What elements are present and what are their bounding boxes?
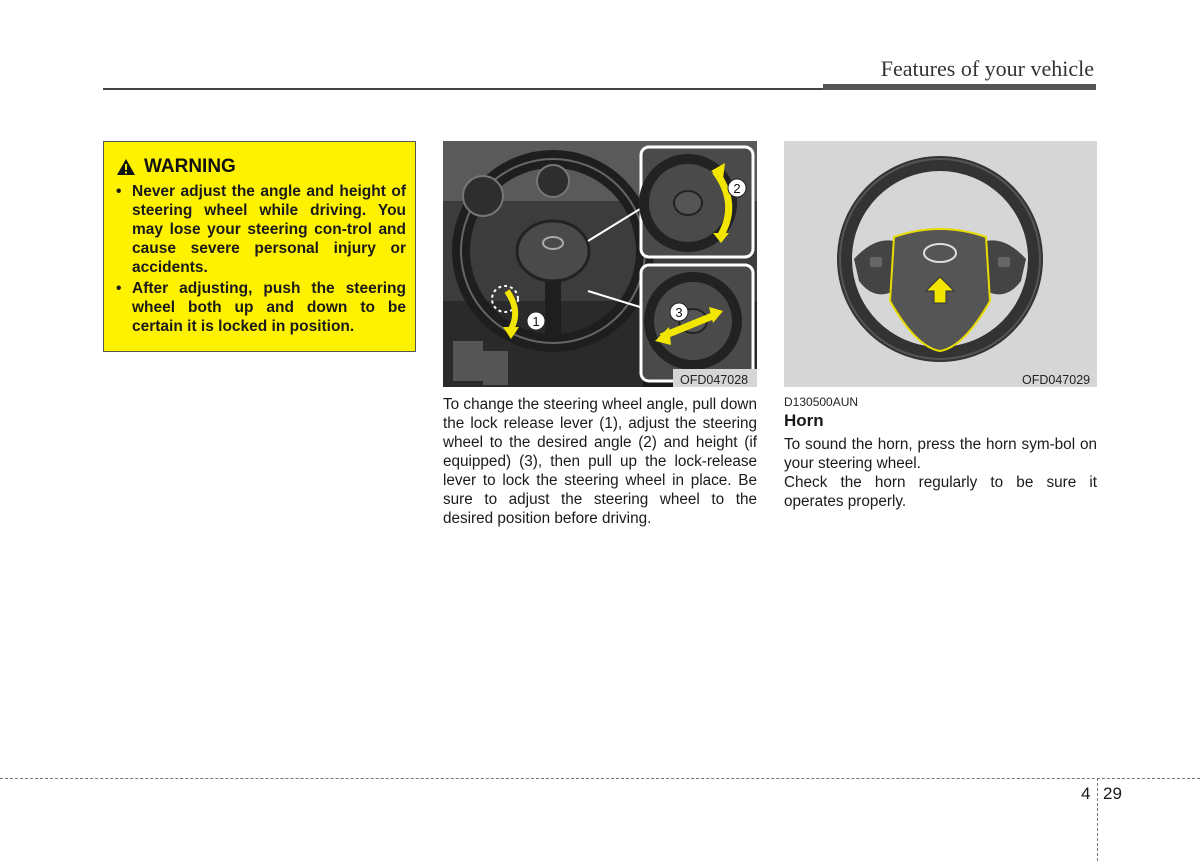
warning-triangle-icon xyxy=(116,158,136,176)
steering-adjust-photo xyxy=(443,141,757,387)
horn-paragraph: To sound the horn, press the horn sym-bol on your steering wheel. xyxy=(784,436,1097,472)
warning-item: • Never adjust the angle and height of steering wheel while driving. You may lose your steering con-trol and cause severe personal injury or accidents. xyxy=(116,182,406,277)
warning-heading xyxy=(116,156,236,178)
section-code: D130500AUN xyxy=(784,395,859,409)
horn-paragraph: Check the horn regularly to be sure it operates properly. xyxy=(784,474,1097,510)
callout-2: 2 xyxy=(733,181,741,196)
section-heading: Horn xyxy=(784,411,824,430)
figure-code: OFD047029 xyxy=(1022,373,1091,387)
horn-photo xyxy=(784,141,1097,387)
callout-1: 1 xyxy=(532,314,540,329)
header-tab-bar xyxy=(823,84,1096,90)
warning-item: • After adjusting, push the steering wheel both up and down to be certain it is locked in position. xyxy=(116,279,406,336)
page-header-title: Features of your vehicle xyxy=(880,56,1094,81)
header-rule xyxy=(103,88,823,90)
footer-divider xyxy=(1097,778,1098,861)
warning-box xyxy=(103,141,416,352)
warning-list xyxy=(116,182,406,338)
callout-3: 3 xyxy=(675,305,683,320)
page-number: 29 xyxy=(1103,784,1122,803)
steering-instructions: To change the steering wheel angle, pull down the lock release lever (1), adjust the steering wheel to the desired angle (2) and height (if equipped) (3), then pull up the lock-release lever to lock the steering wheel in place. Be sure to adjust the steering wheel to the desired position before driving. xyxy=(443,396,757,527)
figure-code: OFD047028 xyxy=(680,373,749,387)
footer-rule xyxy=(0,778,1200,779)
chapter-number: 4 xyxy=(1081,784,1091,803)
warning-title: WARNING xyxy=(144,156,236,177)
